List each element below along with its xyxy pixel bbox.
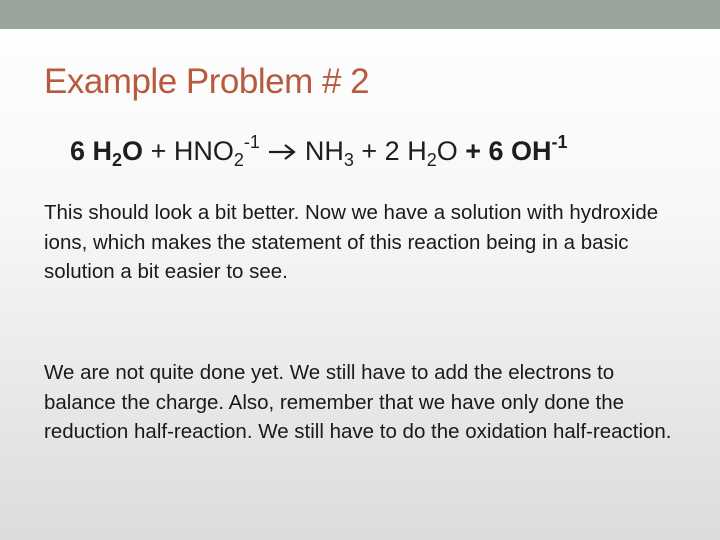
slide-title: Example Problem # 2 xyxy=(44,62,370,101)
eq-subscript: 2 xyxy=(233,150,244,170)
eq-water-left: 6 H xyxy=(70,136,113,166)
paragraph-explanation: This should look a bit better. Now we have a solution with hydroxide ions, which makes the statement of this reaction being in a basic solution a bit easier to see. xyxy=(44,201,659,283)
eq-hydroxide: + 6 OH xyxy=(457,136,552,166)
eq-subscript: 3 xyxy=(343,150,354,170)
eq-oxygen-left: O xyxy=(122,136,144,166)
eq-ammonia: NH xyxy=(297,136,344,166)
chemical-equation xyxy=(70,132,568,170)
eq-charge: -1 xyxy=(243,132,260,152)
eq-oxygen-right: O xyxy=(436,136,458,166)
reaction-arrow-icon xyxy=(267,142,297,162)
eq-water-right: + 2 H xyxy=(353,136,427,166)
eq-nitrous-acid: + HNO xyxy=(143,136,234,166)
paragraph-next-steps: We are not quite done yet. We still have to add the electrons to balance the charge. Also, remember that we have only done the reduction half-reaction. We still have to do the oxidation half-reaction. xyxy=(44,361,672,443)
eq-charge: -1 xyxy=(551,132,568,152)
eq-subscript: 2 xyxy=(112,150,123,170)
eq-subscript: 2 xyxy=(426,150,437,170)
top-accent-bar xyxy=(0,0,720,29)
